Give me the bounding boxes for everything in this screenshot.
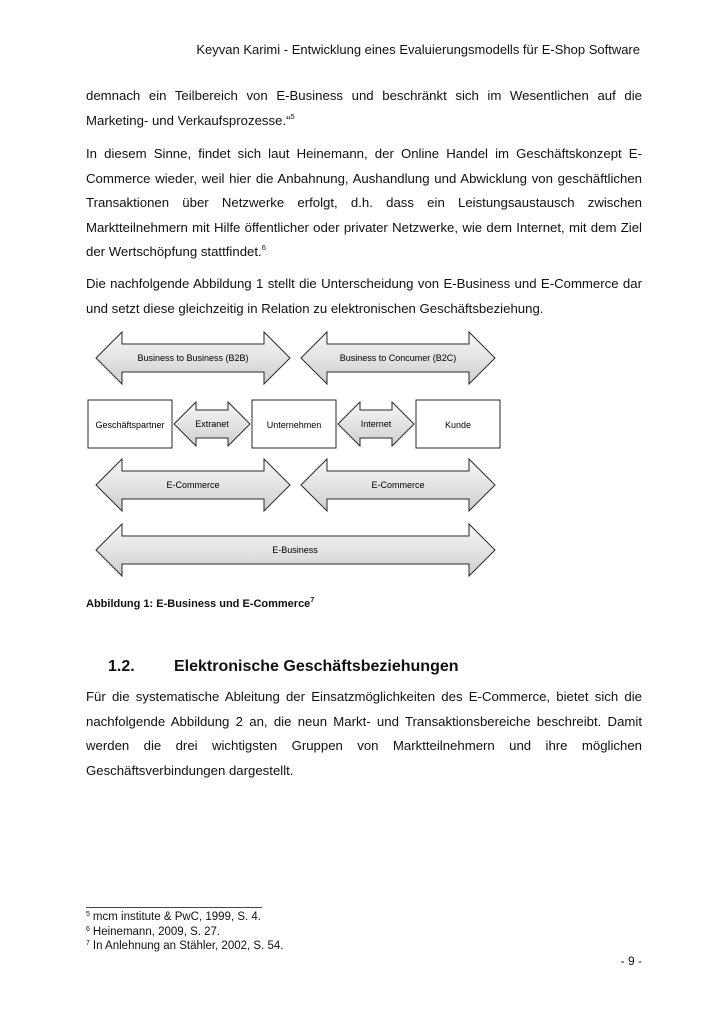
arrow-extranet (174, 402, 250, 446)
running-header: Keyvan Karimi - Entwicklung eines Evaluierungsmodells für E-Shop Software (196, 42, 640, 57)
label-ecommerce-left: E-Commerce (166, 480, 220, 490)
box-kunde (416, 400, 500, 448)
label-geschaeftspartner: Geschäftspartner (95, 420, 165, 430)
paragraph-2 (86, 142, 642, 265)
label-kunde: Kunde (444, 420, 472, 430)
footnote-ref-7: 7 (310, 597, 315, 604)
section-title: Elektronische Geschäftsbeziehungen (174, 658, 459, 675)
page-number: - 9 - (620, 954, 642, 968)
footnote-ref-5: 5 (290, 111, 295, 121)
paragraph-3: Die nachfolgende Abbildung 1 stellt die Unterscheidung von E-Business und E-Commerce dar und setzt diese gleichzeitig in Relation zu elektronischen Geschäftsbeziehung. (86, 276, 642, 316)
box-unternehmen (252, 400, 336, 448)
box-geschaeftspartner (88, 400, 172, 448)
paragraph-2-text: In diesem Sinne, findet sich laut Heinemann, der Online Handel im Geschäftskonzept E-Commerce wieder, weil hier die Anbahnung, Aushandlung und Abwicklung von geschäftlichen Transaktionen über Netzwerke erfolgt, d.h. dass ein Leistungsaustausch zwischen Marktteilnehmern mit Hilfe öffentlicher oder privater Netzwerke, wie dem Internet, mit dem Ziel der Wertschöpfung stattfindet. (86, 146, 642, 259)
footnote-6-text: Heinemann, 2009, S. 27. (92, 925, 221, 938)
paragraph-4: Für die systematische Ableitung der Einsatzmöglichkeiten des E-Commerce, bietet sich die nachfolgende Abbildung 2 an, die neun Markt- und Transaktionsbereiche beschreibt. Damit werden die drei wichtigsten Gruppen von Marktteilnehmern und ihre möglichen Geschäftsverbindungen dargestellt. (86, 689, 642, 778)
section-number: 1.2. (108, 658, 135, 675)
paragraph-1 (86, 84, 642, 133)
label-extranet: Extranet (195, 419, 229, 429)
label-unternehmen: Unternehmen (266, 420, 322, 430)
footnote-ref-6: 6 (261, 243, 266, 252)
label-ebusiness: E-Business (272, 545, 318, 555)
footnote-separator (86, 907, 262, 908)
arrow-b2b (96, 332, 290, 384)
footnote-7-text: In Anlehnung an Stähler, 2002, S. 54. (92, 940, 284, 952)
arrow-ecommerce-left (96, 459, 290, 511)
footnote-6 (86, 925, 283, 940)
footnote-5-text: mcm institute & PwC, 1999, S. 4. (92, 911, 261, 923)
label-ecommerce-right: E-Commerce (371, 480, 425, 490)
label-internet: Internet (360, 419, 392, 429)
footnote-5-marker: 5 (86, 911, 90, 918)
label-b2b: Business to Business (B2B) (137, 353, 249, 363)
footnote-7 (86, 939, 283, 954)
paragraph-1-text: demnach ein Teilbereich von E-Business und beschränkt sich im Wesentlichen auf die Marketing- und Verkaufsprozesse.“ (86, 88, 642, 128)
arrow-ecommerce-right (301, 459, 495, 511)
section-heading (108, 658, 459, 676)
footnote-5 (86, 910, 283, 925)
label-b2c: Business to Concumer (B2C) (339, 353, 457, 363)
figure-caption (86, 598, 314, 610)
ebusiness-ecommerce-diagram (86, 322, 506, 594)
footnotes (86, 910, 283, 954)
arrow-internet (338, 402, 414, 446)
footnote-7-marker: 7 (86, 940, 90, 947)
footnote-6-marker: 6 (86, 925, 90, 933)
arrow-ebusiness (96, 524, 495, 576)
figure-caption-text: Abbildung 1: E-Business und E-Commerce (86, 598, 311, 610)
arrow-b2c (301, 332, 495, 384)
